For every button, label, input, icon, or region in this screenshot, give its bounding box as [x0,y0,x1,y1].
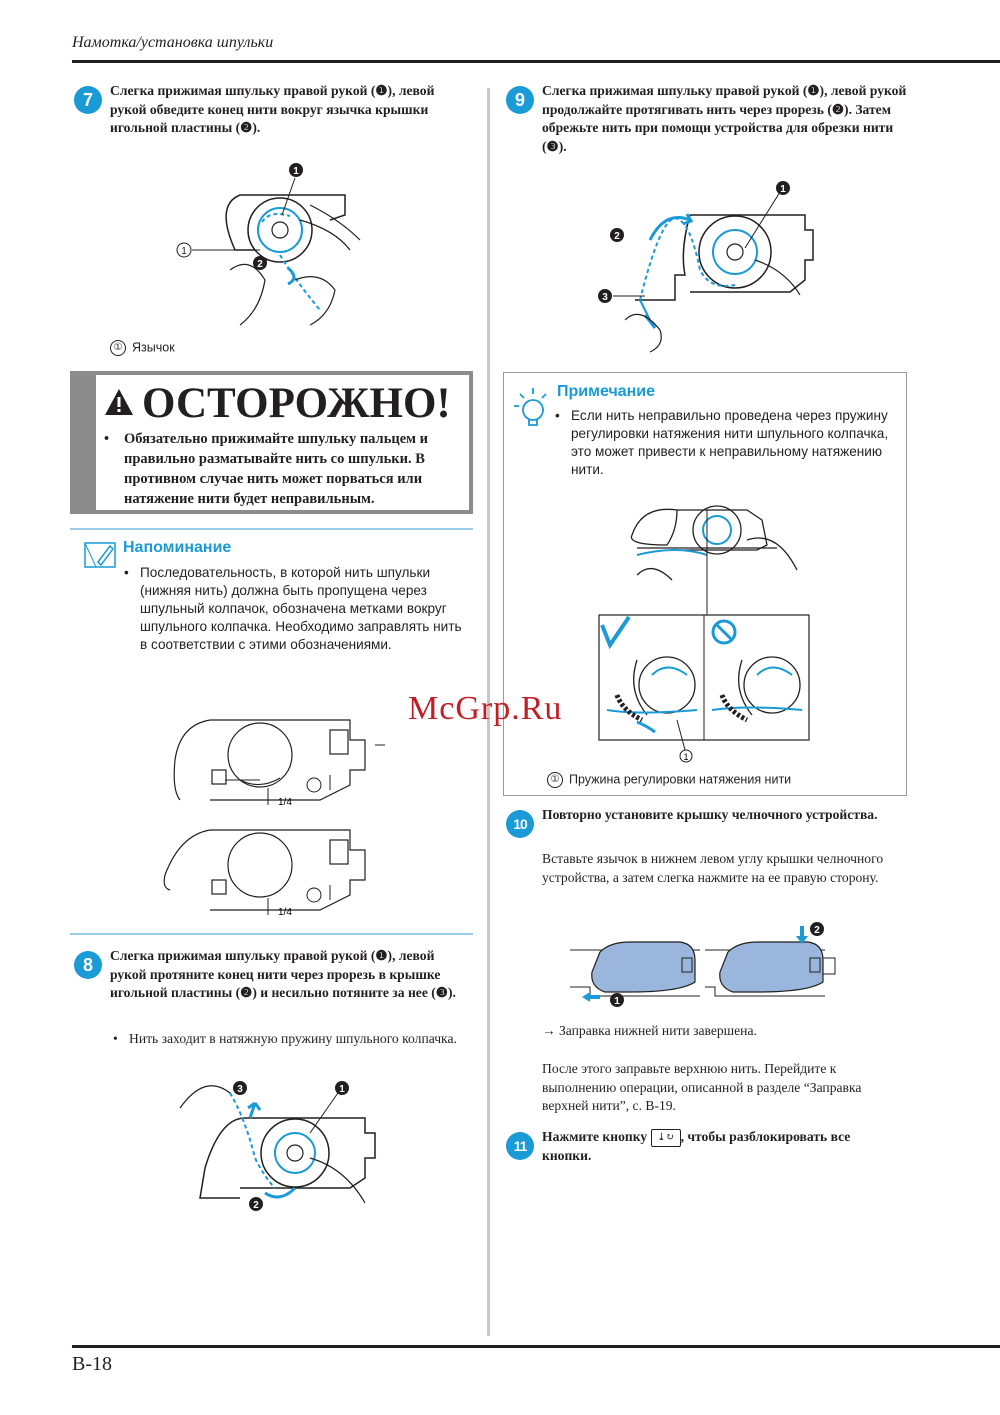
step-10-result: → Заправка нижней нити завершена. [542,1023,757,1038]
diagram-quarter-label-2: 1/4 [278,907,292,918]
memo-pencil-icon [84,540,118,570]
svg-text:2: 2 [253,1200,259,1211]
diagram-quarter-label-1: 1/4 [278,797,292,808]
svg-text:1: 1 [339,1084,345,1095]
step-10-illustration [570,922,845,1012]
svg-text:2: 2 [614,231,620,242]
caution-text: • Обязательно прижимайте шпульку пальцем и правильно разматывайте нить со шпульки. В противном случае нить может порваться или натяжение нити будет неправильным. [104,431,429,507]
step-7-illustration [170,160,370,335]
svg-text:2: 2 [814,925,820,936]
step-7-number: 7 [74,86,102,114]
reminder-title: Напоминание [123,539,232,556]
step-8-rule [70,933,473,935]
step-9-illustration [595,180,815,355]
footer-rule [72,1345,1000,1348]
step-10-after: После этого заправьте верхнюю нить. Перейдите к выполнению операции, описанной в разделе “Заправка верхней нити”, с. B-19. [542,1061,862,1113]
svg-text:3: 3 [602,292,608,303]
note-caption: ① Пружина регулировки натяжения нити [547,772,791,788]
step-8-number: 8 [74,951,102,979]
step-7-callout-1: 1 [181,246,187,257]
svg-text:3: 3 [237,1084,243,1095]
page-number: B-18 [72,1353,112,1375]
note-illustration [597,500,812,765]
svg-text:1: 1 [780,184,786,195]
step-7-text: Слегка прижимая шпульку правой рукой (❶), левой рукой обведите конец нити вокруг язычка крышки игольной пластины (❷). [110,83,435,135]
step-10-text: Повторно установите крышку челночного устройства. [542,807,878,822]
lightbulb-icon [512,386,550,428]
unlock-button-icon: ⤓↻ [651,1129,681,1147]
caution-title: ОСТОРОЖНО! [104,379,451,428]
step-11-number: 11 [506,1132,534,1160]
correct-check-icon [602,617,629,645]
step-7-caption: ① Язычок [110,340,175,356]
step-10-number: 10 [506,810,534,838]
step-8-illustration [170,1078,380,1213]
step-11-text: Нажмите кнопку ⤓↻ , чтобы разблокировать все кнопки. [542,1129,851,1163]
step-8-bullet: • Нить заходит в натяжную пружину шпульного колпачка. [113,1031,457,1046]
step-9-number: 9 [506,86,534,114]
step-7-marker-1: 1 [293,166,299,177]
caution-box [70,371,473,514]
running-header: Намотка/установка шпульки [72,34,274,51]
note-callout-1: 1 [683,752,689,762]
note-title: Примечание [557,383,656,400]
step-8-text: Слегка прижимая шпульку правой рукой (❶), левой рукой протяните конец нити через прорезь в крышке игольной пластины (❷) и несильно потяните за нее (❸). [110,948,456,1000]
note-text: • Если нить неправильно проведена через пружину регулировки натяжения нити шпульного колпачка, это может привести к неправильному натяжению нити. [555,408,889,477]
bobbin-case-threading-diagram [150,700,400,925]
step-10-body: Вставьте язычок в нижнем левом углу крышки челночного устройства, а затем слегка нажмите на ее правую сторону. [542,851,884,885]
reminder-text: • Последовательность, в которой нить шпульки (нижняя нить) должна быть пропущена через шпульный колпачок, обозначена метками вокруг шпульного колпачка. Необходимо заправлять нить в соответствии с этими обозначениями. [124,565,462,652]
step-9-text: Слегка прижимая шпульку правой рукой (❶), левой рукой продолжайте протягивать нить через прорезь (❷). Затем обрежьте нить при помощи устройства для обрезки нити (❸). [542,83,907,154]
svg-text:1: 1 [614,996,620,1007]
header-rule [72,60,1000,63]
reminder-rule [70,528,473,530]
watermark: McGrp.Ru [408,690,563,727]
warning-triangle-icon [104,388,134,416]
svg-text:2: 2 [257,259,263,270]
